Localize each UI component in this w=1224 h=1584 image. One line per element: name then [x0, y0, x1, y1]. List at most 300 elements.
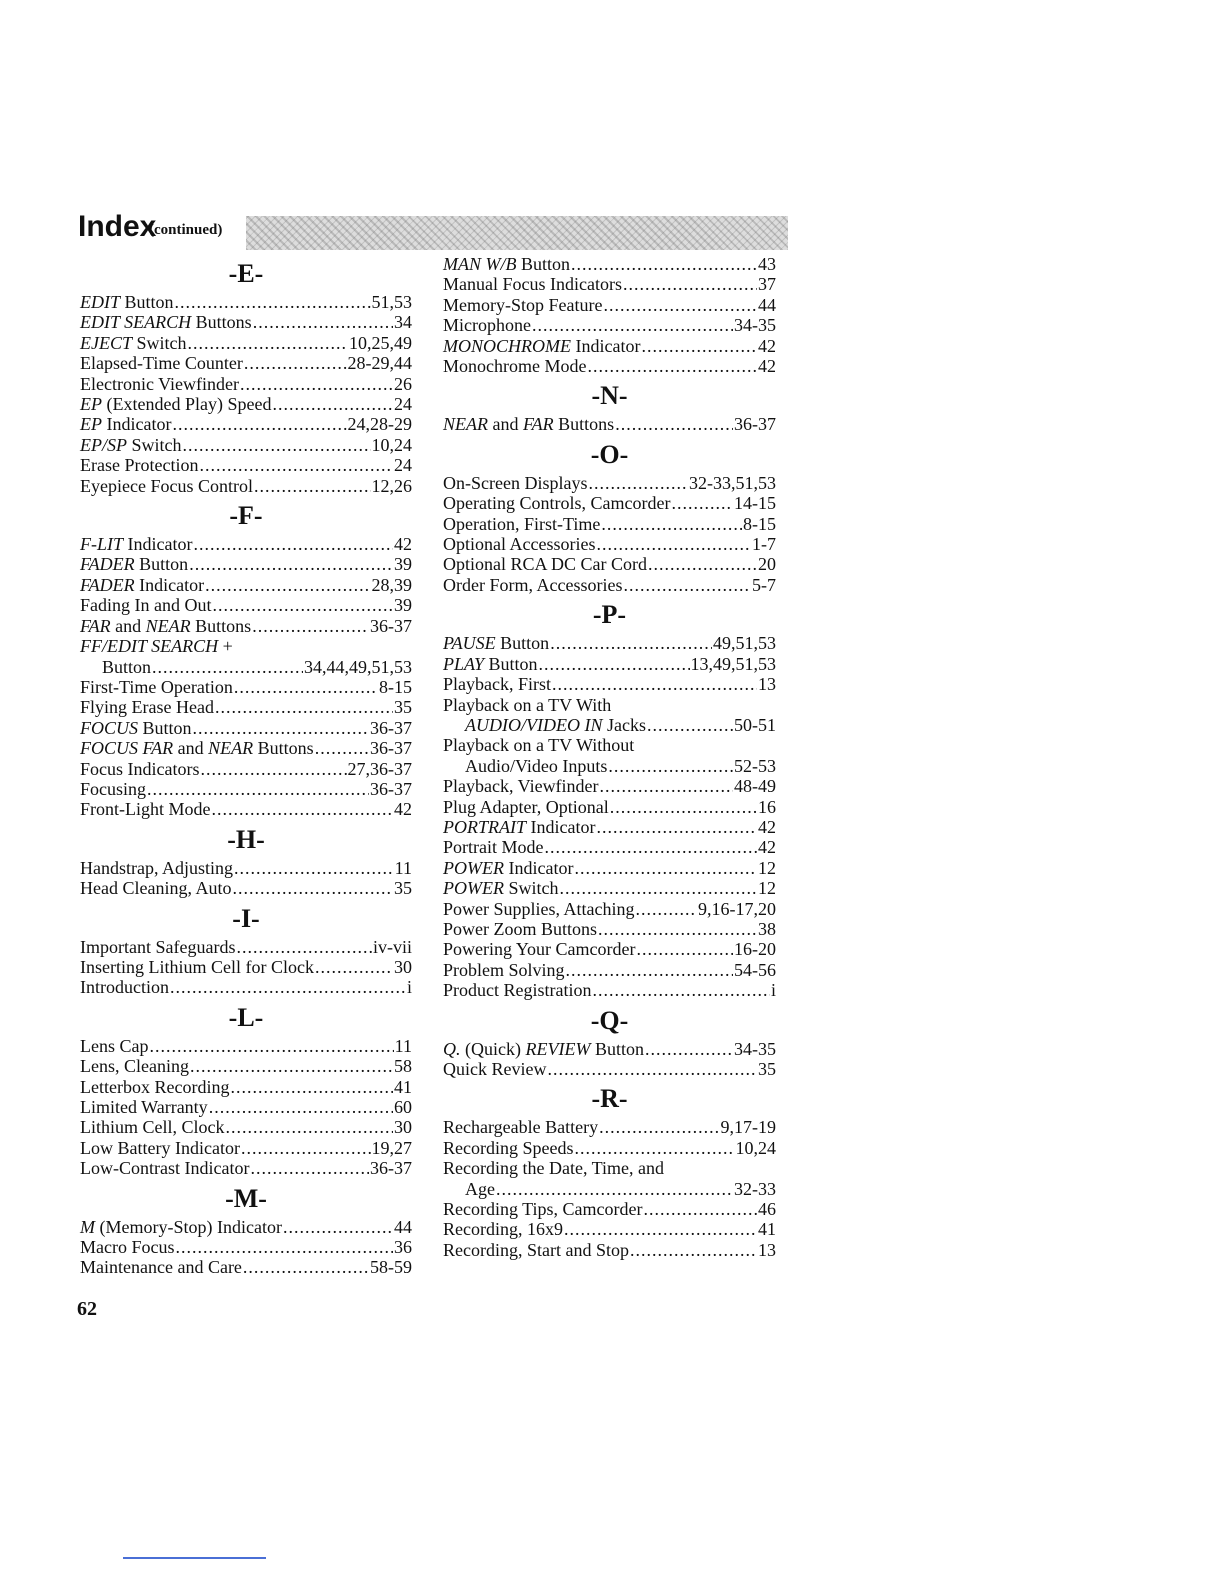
index-entry [80, 1097, 412, 1117]
entry-term-text: Recording, 16x9 [443, 1219, 563, 1240]
entry-term-text: Focus Indicators [80, 758, 200, 779]
entry-term-italic: FADER [80, 554, 135, 575]
entry-page-ref: 46 [758, 1199, 776, 1220]
entry-term-text: Manual Focus Indicators [443, 274, 622, 295]
index-entry [80, 1217, 412, 1237]
entry-term [443, 356, 586, 376]
entry-page-ref: 50-51 [734, 714, 776, 735]
entry-term-italic: PAUSE [443, 633, 496, 654]
entry-term [443, 554, 647, 574]
entry-page-ref: 48-49 [734, 776, 776, 797]
section-p [443, 601, 776, 1000]
entry-term-text: First-Time Operation [80, 676, 233, 697]
entry-page-ref: 1-7 [752, 534, 776, 555]
entry-term-italic: Q. [443, 1038, 461, 1059]
entry-page-ref: 30 [394, 956, 412, 977]
index-entry [80, 292, 412, 312]
entry-page-ref: 38 [758, 918, 776, 939]
entry-term [443, 797, 609, 817]
entry-page-ref: 35 [758, 1059, 776, 1079]
entry-term-line2 [443, 715, 776, 735]
entry-term [80, 759, 199, 779]
section-heading: -L- [228, 1002, 264, 1032]
entry-page-ref: 27,36-37 [347, 758, 412, 779]
entry-term-text: Buttons [553, 414, 615, 435]
leader-dots [230, 1077, 393, 1097]
entry-page-ref: 10,25,49 [349, 332, 412, 353]
entry-page-ref: 39 [394, 595, 412, 616]
index-entry [80, 353, 412, 373]
section-m [80, 1185, 412, 1278]
entry-term [80, 455, 198, 475]
entry-term-text: On-Screen Displays [443, 472, 588, 493]
index-entry [80, 414, 412, 434]
entry-term-text: Low-Contrast Indicator [80, 1158, 250, 1179]
section-heading: -O- [590, 439, 629, 469]
entry-term-text: Microphone [443, 315, 531, 336]
entry-term [80, 878, 231, 898]
entry-page-ref: 32-33 [734, 1178, 776, 1199]
entry-page-ref: 11 [394, 857, 412, 878]
index-entry [80, 1158, 412, 1178]
index-entry [443, 878, 776, 898]
entry-term-italic: NEAR [145, 615, 191, 636]
entry-term-text: Button [138, 717, 192, 738]
leader-dots [152, 657, 303, 677]
entry-page-ref: 11 [394, 1035, 412, 1056]
index-entry [443, 315, 776, 335]
entry-term-italic: NEAR [443, 414, 488, 435]
entry-term-italic: POWER [443, 878, 504, 899]
entry-page-ref: 36-37 [370, 717, 412, 738]
entry-term-text: Powering Your Camcorder [443, 939, 636, 960]
leader-dots [599, 1117, 719, 1137]
entry-term [443, 654, 538, 674]
index-entry [80, 575, 412, 595]
entry-term [80, 333, 187, 353]
entry-term-text: Product Registration [443, 980, 592, 1001]
leader-dots [234, 858, 394, 878]
entry-term-text: Lithium Cell, Clock [80, 1117, 225, 1138]
entry-term-line2 [443, 1179, 776, 1199]
entry-term [443, 1117, 598, 1137]
entry-term [443, 493, 670, 513]
entry-page-ref: 12 [758, 857, 776, 878]
section-i [80, 905, 412, 998]
leader-dots [175, 292, 371, 312]
leader-dots [645, 1039, 733, 1059]
entry-term [80, 534, 192, 554]
entry-page-ref: 30 [394, 1117, 412, 1138]
index-entry [80, 1117, 412, 1137]
entry-term [443, 1199, 643, 1219]
entry-term-text: Audio/Video Inputs [465, 755, 608, 776]
leader-dots [552, 674, 757, 694]
leader-dots [671, 493, 733, 513]
entry-page-ref: 43 [758, 254, 776, 274]
entry-term-italic: EP [80, 394, 102, 415]
section-h [80, 826, 412, 899]
leader-dots [598, 919, 757, 939]
entry-term [443, 414, 614, 434]
entry-term-text: Fading In and Out [80, 595, 212, 616]
entry-term [443, 514, 600, 534]
entry-page-ref: 34-35 [734, 315, 776, 336]
entry-term-text: Memory-Stop Feature [443, 294, 603, 315]
index-entry [80, 374, 412, 394]
entry-term-text: Button [484, 653, 538, 674]
leader-dots [532, 315, 733, 335]
entry-term [80, 312, 252, 332]
entry-term [80, 718, 192, 738]
section-l [80, 1004, 412, 1179]
entry-term [80, 677, 233, 697]
index-entry [443, 960, 776, 980]
entry-term [443, 939, 635, 959]
entry-term-italic: EJECT [80, 332, 132, 353]
entry-term [80, 799, 211, 819]
leader-dots [236, 937, 372, 957]
entry-page-ref: 41 [394, 1076, 412, 1097]
leader-dots [496, 1179, 733, 1199]
entry-term-text: Playback on a TV With [443, 694, 612, 715]
entry-term [80, 1097, 208, 1117]
entry-term-italic: PORTRAIT [443, 816, 526, 837]
entry-term [443, 534, 595, 554]
entry-term [80, 595, 211, 615]
leader-dots [571, 254, 757, 274]
index-entry [80, 312, 412, 332]
index-column-left [80, 254, 412, 1278]
entry-term [465, 715, 646, 735]
page-number: 62 [77, 1298, 97, 1320]
entry-term [443, 960, 565, 980]
leader-dots [539, 654, 690, 674]
index-entry [80, 394, 412, 414]
entry-term-text: Quick Review [443, 1059, 547, 1079]
entry-term [443, 919, 597, 939]
leader-dots [253, 312, 393, 332]
entry-term [80, 616, 251, 636]
entry-term-text: Important Safeguards [80, 936, 236, 957]
entry-term [80, 697, 214, 717]
entry-term-text: Eyepiece Focus Control [80, 475, 253, 496]
entry-term-text: Elapsed-Time Counter [80, 353, 243, 374]
entry-term-text: Flying Erase Head [80, 697, 214, 718]
entry-page-ref: 44 [758, 294, 776, 315]
leader-dots [193, 534, 393, 554]
entry-term-text: Optional RCA DC Car Cord [443, 554, 648, 575]
entry-term [80, 977, 169, 997]
entry-page-ref: 49,51,53 [713, 633, 776, 654]
entry-term-text: Indicator [526, 816, 596, 837]
entry-term-line1 [443, 695, 776, 715]
entry-term-text: Indicator [102, 414, 172, 435]
index-entry [443, 295, 776, 315]
entry-term [80, 1056, 189, 1076]
entry-term-text: Erase Protection [80, 455, 199, 476]
index-entry [80, 595, 412, 615]
entry-term [443, 1240, 629, 1260]
leader-dots [205, 575, 370, 595]
header-halftone-band [246, 216, 788, 250]
leader-dots [226, 1117, 394, 1137]
leader-dots [244, 353, 347, 373]
leader-dots [560, 878, 758, 898]
leader-dots [215, 697, 393, 717]
entry-term [80, 957, 314, 977]
entry-term-italic: FOCUS FAR [80, 738, 174, 759]
leader-dots [243, 1257, 369, 1277]
index-entry [443, 817, 776, 837]
entry-term [80, 1036, 148, 1056]
index-entry [80, 779, 412, 799]
section-heading: -E- [228, 259, 264, 288]
index-entry [80, 759, 412, 779]
section-heading: -R- [591, 1084, 628, 1114]
entry-term-text: Switch [132, 332, 187, 353]
entry-page-ref: 52-53 [734, 755, 776, 776]
entry-term-text: Switch [127, 434, 182, 455]
leader-dots [199, 455, 393, 475]
entry-term [80, 394, 271, 414]
index-entry [80, 718, 412, 738]
entry-page-ref: 16 [758, 796, 776, 817]
entry-term [443, 878, 559, 898]
section-m-continued [443, 254, 776, 376]
leader-dots [601, 514, 742, 534]
index-entry [443, 633, 776, 653]
entry-page-ref: 20 [758, 554, 776, 575]
entry-term-italic: FAR [80, 615, 111, 636]
entry-term [80, 1217, 282, 1237]
entry-page-ref: 58 [394, 1056, 412, 1077]
entry-term-text: Indicator [503, 857, 574, 878]
entry-term-text: Button [590, 1038, 644, 1059]
entry-page-ref: 39 [394, 554, 412, 575]
entry-page-ref: 8-15 [379, 676, 412, 697]
entry-page-ref: 37 [758, 274, 776, 295]
entry-page-ref: 12 [758, 878, 776, 899]
leader-dots [241, 1138, 371, 1158]
index-entry [80, 333, 412, 353]
entry-term-italic: AUDIO/VIDEO IN [465, 714, 603, 735]
entry-term-text: Head Cleaning, Auto [80, 878, 232, 899]
entry-term [465, 1179, 495, 1199]
index-entry [443, 554, 776, 574]
entry-page-ref: 19,27 [371, 1137, 412, 1158]
entry-page-ref: 10,24 [371, 434, 412, 455]
entry-term-text: Rechargeable Battery [443, 1117, 599, 1138]
index-entry [80, 1237, 412, 1257]
entry-term-text: and [110, 615, 146, 636]
index-entry [80, 455, 412, 475]
entry-term-italic: EP [80, 414, 102, 435]
entry-page-ref: 9,17-19 [720, 1117, 776, 1138]
leader-dots [254, 476, 371, 496]
entry-page-ref: 9,16-17,20 [698, 898, 776, 919]
entry-term [80, 1257, 242, 1277]
index-header [76, 210, 788, 250]
index-entry [80, 1138, 412, 1158]
leader-dots [623, 575, 751, 595]
entry-term-italic: FF/EDIT SEARCH [80, 636, 219, 657]
index-entry [443, 797, 776, 817]
entry-term-text: Order Form, Accessories [443, 574, 623, 595]
leader-dots [212, 799, 394, 819]
entry-page-ref: 13 [758, 674, 776, 695]
entry-page-ref: 60 [394, 1097, 412, 1117]
entry-term-text: Lens Cap [80, 1035, 149, 1056]
entry-term-text: Button [495, 633, 550, 654]
entry-term-text: Monochrome Mode [443, 356, 587, 377]
entry-term [80, 779, 146, 799]
leader-dots [252, 616, 369, 636]
section-n [443, 382, 776, 434]
entry-term-text: Lens, Cleaning [80, 1056, 189, 1077]
entry-page-ref: 36-37 [734, 414, 776, 435]
leader-dots [200, 759, 346, 779]
leader-dots [596, 534, 751, 554]
entry-page-ref: 42 [758, 837, 776, 858]
leader-dots [588, 473, 688, 493]
leader-dots [636, 939, 733, 959]
leader-dots [189, 554, 393, 574]
entry-term-text: Optional Accessories [443, 534, 596, 555]
entry-page-ref: 13 [758, 1239, 776, 1260]
leader-dots [545, 837, 758, 857]
entry-term-line1 [443, 735, 776, 755]
entry-term [443, 858, 573, 878]
entry-page-ref: 42 [394, 799, 412, 820]
index-entry [443, 919, 776, 939]
entry-term [443, 473, 587, 493]
entry-term-text: Limited Warranty [80, 1097, 208, 1117]
entry-term-text: and [173, 738, 209, 759]
index-entry [80, 799, 412, 819]
entry-term [443, 274, 622, 294]
entry-term-text: Maintenance and Care [80, 1257, 242, 1278]
entry-term [80, 1158, 249, 1178]
section-heading: -Q- [590, 1005, 629, 1035]
section-o [443, 441, 776, 595]
entry-term-italic: PLAY [443, 653, 485, 674]
leader-dots [172, 414, 346, 434]
leader-dots [547, 1059, 757, 1079]
index-entry [80, 1077, 412, 1097]
entry-page-ref: 54-56 [734, 959, 776, 980]
entry-term-text: Button [102, 656, 152, 677]
leader-dots [212, 595, 393, 615]
index-entry [443, 1117, 776, 1137]
entry-term [443, 575, 622, 595]
index-entry [80, 937, 412, 957]
entry-page-ref: iv-vii [373, 936, 412, 957]
footer-rule [123, 1557, 266, 1559]
index-entry [443, 939, 776, 959]
leader-dots [574, 1138, 734, 1158]
index-entry [443, 899, 776, 919]
entry-term-text: Button [516, 254, 571, 274]
index-entry [443, 254, 776, 274]
entry-term-italic: MONOCHROME [443, 335, 571, 356]
entry-term-line2 [443, 756, 776, 776]
index-entry [443, 858, 776, 878]
entry-term [443, 674, 551, 694]
leader-dots [636, 899, 698, 919]
leader-dots [608, 756, 733, 776]
index-entry [443, 980, 776, 1000]
section-heading: -M- [225, 1183, 267, 1213]
index-entry [80, 616, 412, 636]
entry-page-ref: 10,24 [735, 1137, 776, 1158]
entry-page-ref: 36-37 [370, 615, 412, 636]
index-entry [443, 776, 776, 796]
leader-dots [183, 435, 371, 455]
index-entry [80, 476, 412, 496]
entry-page-ref: 42 [758, 356, 776, 377]
entry-term-text: Buttons [253, 738, 314, 759]
entry-page-ref: 35 [394, 878, 412, 899]
entry-term [80, 292, 174, 312]
index-entry [80, 858, 412, 878]
entry-term [80, 738, 314, 758]
entry-term-italic: EDIT SEARCH [80, 312, 192, 333]
entry-term-text: Focusing [80, 778, 147, 799]
entry-term [80, 554, 188, 574]
entry-page-ref: 24 [394, 455, 412, 476]
index-entry [443, 356, 776, 376]
index-entry [80, 957, 412, 977]
index-entry [443, 1059, 776, 1079]
entry-term [443, 980, 591, 1000]
entry-term-text: Power Supplies, Attaching [443, 898, 635, 919]
leader-dots [232, 878, 393, 898]
leader-dots [564, 1219, 757, 1239]
page-title: Index [78, 210, 157, 243]
leader-dots [190, 1056, 393, 1076]
entry-term-text: Button [120, 292, 174, 312]
entry-term-text: (Extended Play) Speed [102, 394, 272, 415]
entry-term-text: Indicator [571, 335, 641, 356]
entry-term [443, 336, 640, 356]
entry-term-text: Indicator [134, 574, 205, 595]
entry-page-ref: 35 [394, 697, 412, 718]
index-entry [443, 837, 776, 857]
entry-term [80, 374, 239, 394]
entry-term-text: Letterbox Recording [80, 1076, 230, 1097]
entry-term [443, 776, 599, 796]
entry-term [443, 295, 602, 315]
entry-term-text: Age [465, 1178, 495, 1199]
entry-term-text: Playback on a TV Without [443, 735, 635, 756]
entry-term-italic: REVIEW [525, 1038, 591, 1059]
entry-page-ref: 24,28-29 [347, 414, 412, 435]
entry-term [80, 414, 171, 434]
leader-dots [272, 394, 393, 414]
entry-term-italic: FAR [523, 414, 554, 435]
entry-term-text: Macro Focus [80, 1237, 175, 1258]
entry-term [80, 1138, 240, 1158]
entry-page-ref: 5-7 [752, 574, 776, 595]
section-heading: -N- [591, 381, 628, 411]
entry-term-text: Operation, First-Time [443, 513, 601, 534]
entry-term-text: Playback, Viewfinder [443, 776, 599, 797]
index-entry [80, 1257, 412, 1277]
entry-page-ref: 36-37 [370, 778, 412, 799]
entry-page-ref: 13,49,51,53 [690, 653, 776, 674]
leader-dots [147, 779, 369, 799]
